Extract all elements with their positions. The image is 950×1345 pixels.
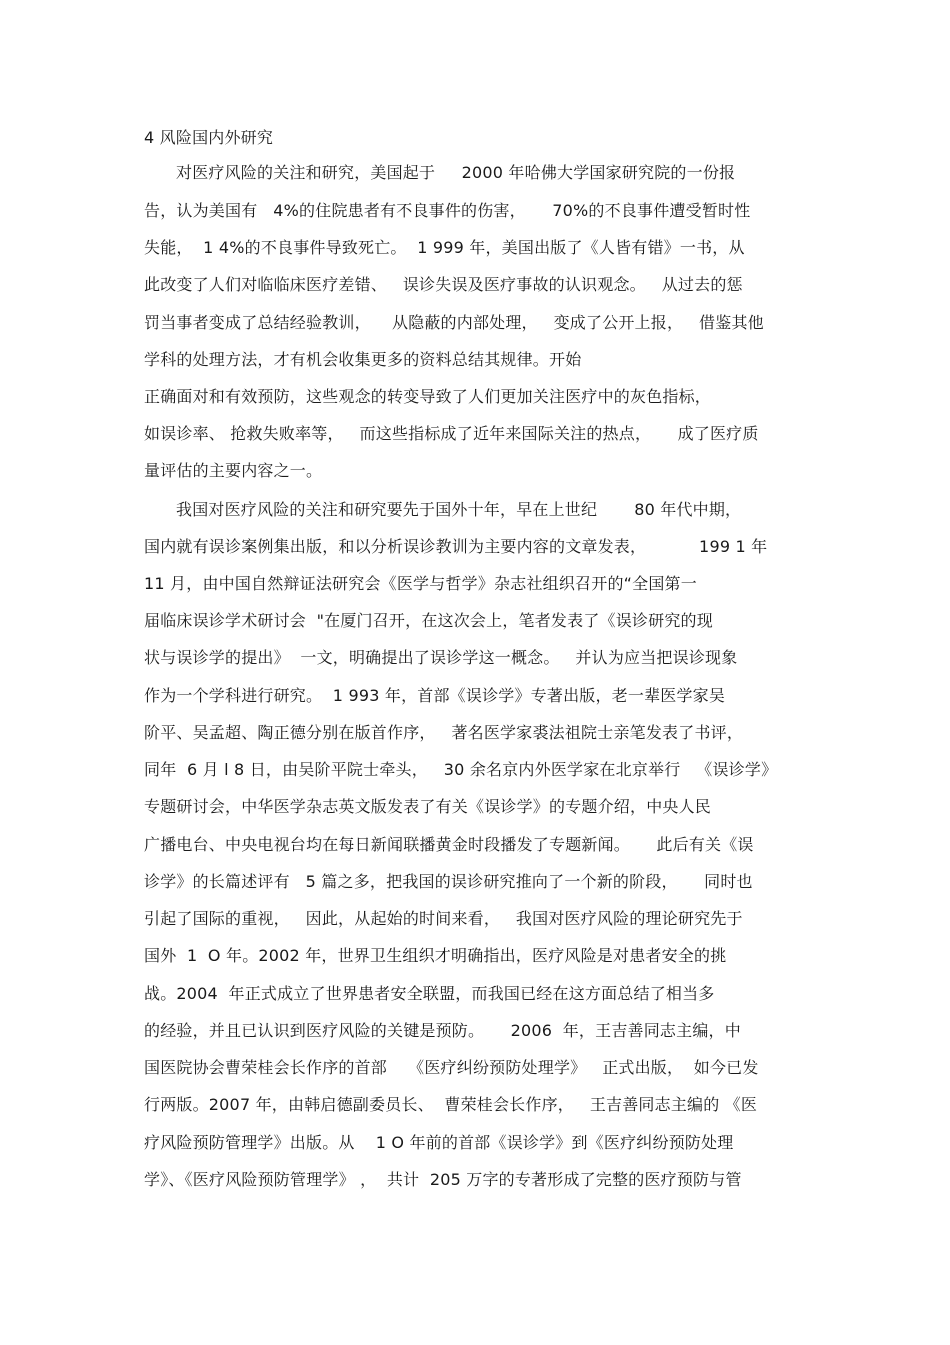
paragraph-line: 学科的处理方法，才有机会收集更多的资料总结其规律。开始 [144, 350, 582, 369]
paragraph-line: 国医院协会曹荣桂会长作序的首部 《医疗纠纷预防处理学》 正式出版， 如今已发 [144, 1058, 759, 1077]
paragraph-line: 罚当事者变成了总结经验教训， 从隐蔽的内部处理， 变成了公开上报， 借鉴其他 [144, 313, 764, 332]
paragraph-line: 专题研讨会，中华医学杂志英文版发表了有关《误诊学》的专题介绍，中央人民 [144, 797, 712, 816]
paragraph-line: 状与误诊学的提出》 一文，明确提出了误诊学这一概念。 并认为应当把误诊现象 [144, 648, 738, 667]
paragraph-line: 战。2004 年正式成立了世界患者安全联盟，而我国已经在这方面总结了相当多 [144, 984, 715, 1003]
paragraph-line: 行两版。2007 年，由韩启德副委员长、 曹荣桂会长作序， 王吉善同志主编的 《医 [144, 1095, 758, 1114]
paragraph-line: 学》、《医疗风险预防管理学》 ， 共计 205 万字的专著形成了完整的医疗预防与管 [144, 1170, 742, 1189]
paragraph-line: 国外 1 O 年。2002 年，世界卫生组织才明确指出，医疗风险是对患者安全的挑 [144, 946, 727, 965]
paragraph-line: 阶平、吴孟超、陶正德分别在版首作序， 著名医学家裘法祖院士亲笔发表了书评， [144, 723, 744, 742]
section-heading: 4 风险国内外研究 [144, 128, 274, 147]
paragraph-line: 此改变了人们对临临床医疗差错、 误诊失误及医疗事故的认识观念。 从过去的惩 [144, 275, 743, 294]
paragraph-line: 对医疗风险的关注和研究，美国起于 2000 年哈佛大学国家研究院的一份报 [176, 163, 736, 182]
paragraph-line: 同年 6 月 l 8 日，由吴阶平院士牵头， 30 余名京内外医学家在北京举行 《误诊学》 [144, 760, 778, 779]
paragraph-line: 正确面对和有效预防，这些观念的转变导致了人们更加关注医疗中的灰色指标， [144, 387, 712, 406]
paragraph-line: 的经验，并且已认识到医疗风险的关键是预防。 2006 年，王吉善同志主编，中 [144, 1021, 741, 1040]
paragraph-line: 作为一个学科进行研究。 1 993 年，首部《误诊学》专著出版，老一辈医学家吴 [144, 686, 726, 705]
paragraph-line: 失能， 1 4%的不良事件导致死亡。 1 999 年，美国出版了《人皆有错》一书，从 [144, 238, 745, 257]
paragraph-line: 诊学》的长篇述评有 5 篇之多，把我国的误诊研究推向了一个新的阶段， 同时也 [144, 872, 753, 891]
paragraph-line: 届临床误诊学术研讨会 "在厦门召开，在这次会上，笔者发表了《误诊研究的现 [144, 611, 713, 630]
paragraph-line: 告，认为美国有 4%的住院患者有不良事件的伤害， 70%的不良事件遭受暂时性 [144, 201, 751, 220]
paragraph-line: 如误诊率、 抢救失败率等， 而这些指标成了近年来国际关注的热点， 成了医疗质 [144, 424, 759, 443]
paragraph-line: 疗风险预防管理学》出版。从 1 O 年前的首部《误诊学》到《医疗纠纷预防处理 [144, 1133, 734, 1152]
paragraph-line: 广播电台、中央电视台均在每日新闻联播黄金时段播发了专题新闻。 此后有关《误 [144, 835, 754, 854]
paragraph-line: 国内就有误诊案例集出版，和以分析误诊教训为主要内容的文章发表， 199 1 年 [144, 537, 768, 556]
paragraph-line: 量评估的主要内容之一。 [144, 461, 323, 480]
paragraph-line: 11 月，由中国自然辩证法研究会《医学与哲学》杂志社组织召开的“全国第一 [144, 574, 697, 593]
paragraph-line: 我国对医疗风险的关注和研究要先于国外十年，早在上世纪 80 年代中期， [176, 500, 742, 519]
paragraph-line: 引起了国际的重视， 因此，从起始的时间来看， 我国对医疗风险的理论研究先于 [144, 909, 743, 928]
